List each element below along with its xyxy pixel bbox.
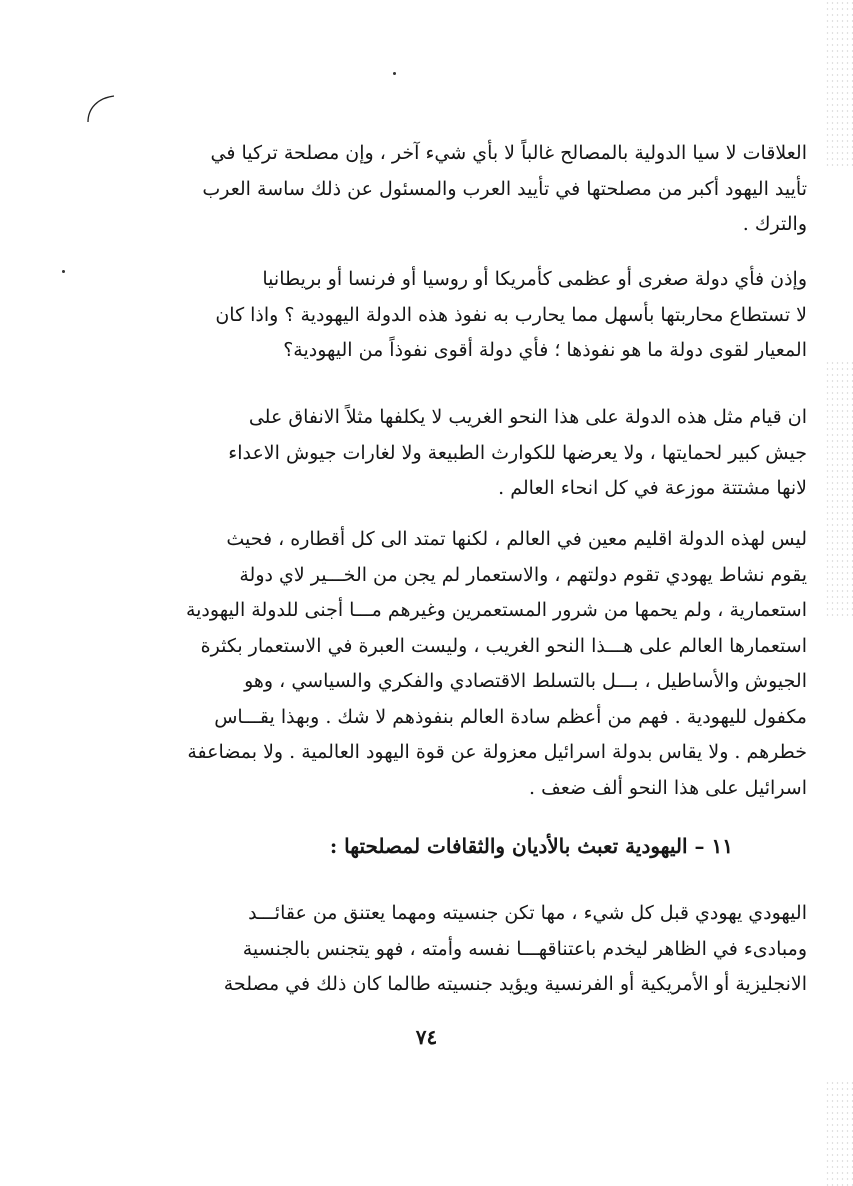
text-line: لانها مشتتة موزعة في كل انحاء العالم . — [498, 477, 807, 499]
text-line: لا تستطاع محاربتها بأسهل مما يحارب به نفوذ هذه الدولة اليهودية ؟ واذا كان — [215, 303, 807, 326]
ink-speck — [393, 72, 396, 75]
text-line: يقوم نشاط يهودي تقوم دولتهم ، والاستعمار لم يجن من الخـــير لاي دولة — [239, 563, 807, 586]
text-line: تأييد اليهود أكبر من مصلحتها في تأييد العرب والمسئول عن ذلك ساسة العرب — [202, 177, 807, 200]
text-line: ان قيام مثل هذه الدولة على هذا النحو الغريب لا يكلفها مثلاً الانفاق على — [248, 406, 807, 428]
paragraph-4 — [123, 522, 807, 806]
ink-speck — [62, 270, 65, 273]
text-line: ليس لهذه الدولة اقليم معين في العالم ، لكنها تمتد الى كل أقطاره ، فحيث — [226, 528, 807, 550]
text-line: المعيار لقوى دولة ما هو نفوذها ؛ فأي دولة أقوى نفوذاً من اليهودية؟ — [283, 339, 807, 361]
text-line: استعمارية ، ولم يحمها من شرور المستعمرين وغيرهم مـــا أجنى للدولة اليهودية — [185, 599, 807, 621]
scan-noise — [825, 360, 853, 620]
text-line: خطرهم . ولا يقاس بدولة اسرائيل معزولة عن قوة اليهود العالمية . ولا بمضاعفة — [187, 741, 807, 763]
scan-noise — [825, 0, 853, 170]
section-heading: ١١ – اليهودية تعبث بالأديان والثقافات لمصلحتها : — [329, 834, 733, 858]
text-line: والترك . — [742, 213, 807, 235]
text-line: ومبادىء في الظاهر ليخدم باعتناقهـــا نفسه وأمته ، فهو يتجنس بالجنسية — [242, 937, 807, 960]
text-line: وإذن فأي دولة صغرى أو عظمى كأمريكا أو روسيا أو فرنسا أو بريطانيا — [262, 268, 807, 290]
text-line: اليهودي يهودي قبل كل شيء ، مها تكن جنسيته ومهما يعتنق من عقائـــد — [248, 902, 807, 924]
text-line: اسرائيل على هذا النحو ألف ضعف . — [529, 776, 807, 799]
pen-mark-arc — [84, 92, 124, 132]
scan-noise — [825, 1080, 853, 1186]
text-line: العلاقات لا سيا الدولية بالمصالح غالباً لا بأي شيء آخر ، وإن مصلحة تركيا في — [210, 142, 807, 164]
paragraph-2 — [123, 262, 807, 369]
paragraph-1 — [123, 136, 807, 243]
text-line: الانجليزية أو الأمريكية أو الفرنسية ويؤيد جنسيته طالما كان ذلك في مصلحة — [223, 973, 807, 995]
text-line: جيش كبير لحمايتها ، ولا يعرضها للكوارث الطبيعة ولا لغارات جيوش الاعداء — [228, 441, 807, 464]
text-line: الجيوش والأساطيل ، بـــل بالتسلط الاقتصادي والفكري والسياسي ، وهو — [244, 670, 807, 692]
text-line: مكفول لليهودية . فهم من أعظم سادة العالم بنفوذهم لا شك . وبهذا يقـــاس — [214, 705, 807, 728]
text-line: استعمارها العالم على هـــذا النحو الغريب ، وليست العبرة في الاستعمار بكثرة — [200, 634, 807, 657]
page-number: ٧٤ — [415, 1025, 438, 1049]
paragraph-5 — [123, 896, 807, 1003]
paragraph-3 — [123, 400, 807, 507]
